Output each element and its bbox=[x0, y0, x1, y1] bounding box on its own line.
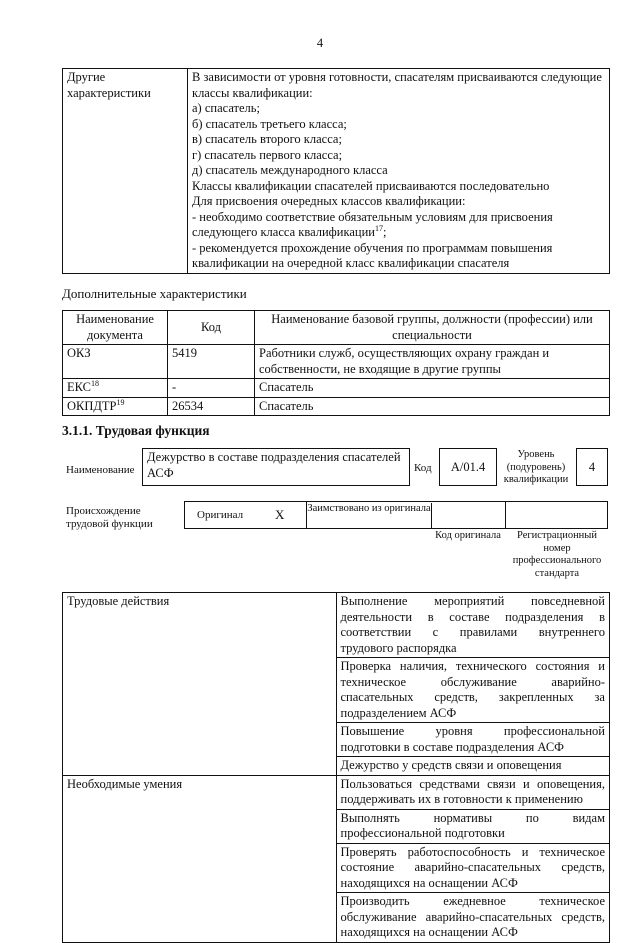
level-label: Уровень (подуровень) квалификации bbox=[503, 449, 569, 485]
table-header-row bbox=[63, 311, 610, 345]
header-code: Код bbox=[168, 311, 255, 345]
row-name: Спасатель bbox=[255, 379, 610, 398]
actions-label: Трудовые действия bbox=[63, 593, 337, 776]
name-label: Наименование bbox=[66, 464, 135, 476]
original-mark: Х bbox=[275, 507, 285, 522]
function-code-box: А/01.4 bbox=[439, 448, 497, 486]
table-row bbox=[63, 397, 610, 416]
row-doc-text: ЕКС bbox=[67, 380, 91, 394]
row-name: Работники служб, осуществляющих охрану граждан и собственности, не входящие в другие группы bbox=[255, 345, 610, 379]
row-code: - bbox=[168, 379, 255, 398]
original-cell bbox=[185, 502, 307, 528]
additional-characteristics-table bbox=[62, 310, 610, 416]
other-line-b: б) спасатель третьего класса; bbox=[192, 116, 347, 131]
other-line-requirement bbox=[192, 210, 605, 241]
action-item: Повышение уровня профессиональной подготовки в составе подразделения АСФ bbox=[336, 723, 610, 757]
code-original-label: Код оригинала bbox=[435, 530, 501, 541]
other-line-d: г) спасатель первого класса; bbox=[192, 147, 343, 162]
footnote-19: 19 bbox=[116, 397, 125, 407]
header-name: Наименование базовой группы, должности (профессии) или специальности bbox=[255, 311, 610, 345]
page-number: 4 bbox=[316, 36, 324, 50]
skill-item: Проверять работоспособность и техническое состояние аварийно-спасательных средств, находящихся на оснащении АСФ bbox=[336, 843, 610, 893]
row-code: 5419 bbox=[168, 345, 255, 379]
other-line-e: д) спасатель международного класса bbox=[192, 163, 388, 177]
borrowed-cell: Заимствовано из оригинала bbox=[307, 503, 432, 528]
other-line-requirement-text: - необходимо соответствие обязательным условиям для присвоения следующего класса квалификации bbox=[192, 209, 553, 239]
skill-item: Производить ежедневное техническое обслуживание аварийно-спасательных средств, находящихся на оснащении АСФ bbox=[336, 893, 610, 943]
skill-item: Пользоваться средствами связи и оповещения, поддерживать их в готовности к применению bbox=[336, 775, 610, 809]
row-doc: ОКЗ bbox=[63, 345, 168, 379]
other-line-next-classes: Для присвоения очередных классов квалификации: bbox=[192, 194, 466, 208]
other-characteristics-table bbox=[62, 68, 610, 274]
additional-characteristics-title: Дополнительные характеристики bbox=[62, 286, 247, 301]
row-doc bbox=[63, 379, 168, 398]
origin-box bbox=[184, 501, 608, 529]
function-name-box: Дежурство в составе подразделения спасателей АСФ bbox=[142, 448, 410, 486]
table-row bbox=[63, 775, 610, 809]
action-item: Выполнение мероприятий повседневной деятельности в составе подразделения в соответствии с правилами внутреннего трудового распорядка bbox=[336, 593, 610, 658]
actions-skills-table bbox=[62, 592, 610, 943]
table-row bbox=[63, 379, 610, 398]
reg-number-cell bbox=[506, 502, 607, 528]
action-item: Проверка наличия, технического состояния и техническое обслуживание аварийно-спасательных средств, закрепленных за подразделением АСФ bbox=[336, 658, 610, 723]
table-row bbox=[63, 593, 610, 658]
reg-number-label: Регистрационный номер профессионального стандарта bbox=[512, 530, 602, 579]
action-item: Дежурство у средств связи и оповещения bbox=[336, 757, 610, 776]
skills-label: Необходимые умения bbox=[63, 775, 337, 942]
footnote-17: 17 bbox=[374, 223, 383, 233]
other-characteristics-text bbox=[188, 69, 610, 274]
other-line-requirement-end: ; bbox=[382, 225, 387, 239]
header-document: Наименование документа bbox=[63, 311, 168, 345]
other-line-sequence: Классы квалификации спасателей присваиваются последовательно bbox=[192, 178, 550, 193]
row-doc-text: ОКПДТР bbox=[67, 398, 117, 413]
labor-function-title: 3.1.1. Трудовая функция bbox=[62, 423, 210, 438]
code-original-cell bbox=[432, 502, 506, 528]
other-line-recommendation: - рекомендуется прохождение обучения по программам повышения квалификации на очередной класс квалификации спасателя bbox=[192, 240, 553, 270]
original-label: Оригинал bbox=[197, 509, 244, 521]
level-value-box: 4 bbox=[576, 448, 608, 486]
row-name: Спасатель bbox=[255, 397, 610, 416]
row-code: 26534 bbox=[168, 397, 255, 416]
footnote-18: 18 bbox=[91, 378, 99, 388]
table-row bbox=[63, 345, 610, 379]
row-doc bbox=[63, 397, 168, 416]
other-line-c: в) спасатель второго класса; bbox=[192, 132, 342, 146]
other-line-intro: В зависимости от уровня готовности, спасателям присваиваются следующие классы квалификации: bbox=[192, 70, 602, 100]
other-line-a: а) спасатель; bbox=[192, 101, 260, 115]
origin-label: Происхождение трудовой функции bbox=[66, 505, 153, 530]
other-characteristics-label: Другие характеристики bbox=[63, 69, 188, 274]
skill-item: Выполнять нормативы по видам профессиональной подготовки bbox=[336, 809, 610, 843]
code-label: Код bbox=[414, 462, 432, 474]
